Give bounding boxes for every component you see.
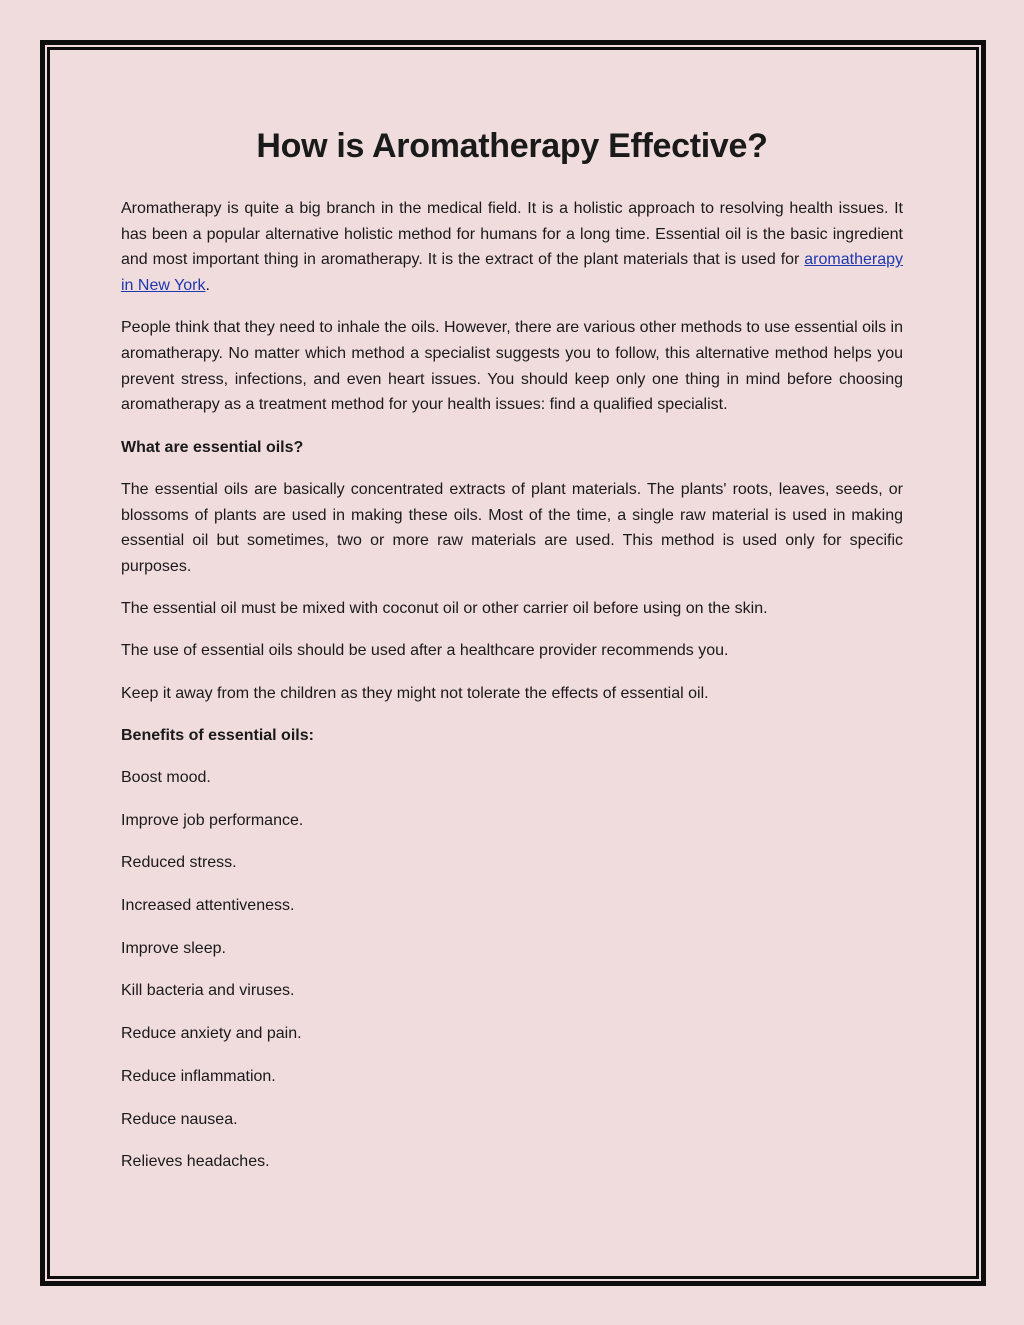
benefit-item: Reduce inflammation. [121,1067,276,1085]
heading-benefits: Benefits of essential oils: [121,726,314,744]
benefit-item: Reduce anxiety and pain. [121,1025,302,1043]
benefit-item: Improve sleep. [121,939,226,957]
document-body [121,120,903,1192]
intro-text-end: . [205,277,210,295]
paragraph-methods: People think that they need to inhale the oils. However, there are various other methods to use essential oils in aromatherapy. No matter which method a specialist suggests you to follow, this alternative method helps you prevent stress, infections, and even heart issues. You should keep only one thing in mind before choosing aromatherapy as a treatment method for your health issues: find a qualified specialist. [121,319,903,414]
paragraph-extracts: The essential oils are basically concentrated extracts of plant materials. The plants' roots, leaves, seeds, or blossoms of plants are used in making these oils. Most of the time, a single raw material is used in making essential oil but sometimes, two or more raw materials are used. This method is used only for specific purposes. [121,480,903,575]
intro-paragraph [121,196,903,299]
benefit-item: Reduce nausea. [121,1110,238,1128]
aromatherapy-new-york-link[interactable]: aromatherapy in New York [121,251,903,295]
benefit-item: Increased attentiveness. [121,897,295,915]
paragraph-children: Keep it away from the children as they might not tolerate the effects of essential oil. [121,684,709,702]
benefit-item: Reduced stress. [121,854,237,872]
heading-what-are-essential-oils: What are essential oils? [121,438,304,456]
intro-text: Aromatherapy is quite a big branch in the medical field. It is a holistic approach to resolving health issues. It has been a popular alternative holistic method for humans for a long time. Essential oil is the basic ingredient and most important thing in aromatherapy. It is the extract of the plant materials that is used for [121,200,903,269]
paragraph-healthcare-provider: The use of essential oils should be used after a healthcare provider recommends you. [121,642,729,660]
benefit-item: Improve job performance. [121,811,304,829]
benefits-list [121,765,903,1175]
benefit-item: Relieves headaches. [121,1153,270,1171]
paragraph-carrier-oil: The essential oil must be mixed with coconut oil or other carrier oil before using on the skin. [121,600,768,618]
benefit-item: Boost mood. [121,768,211,786]
benefit-item: Kill bacteria and viruses. [121,982,295,1000]
page-title: How is Aromatherapy Effective? [256,127,768,165]
